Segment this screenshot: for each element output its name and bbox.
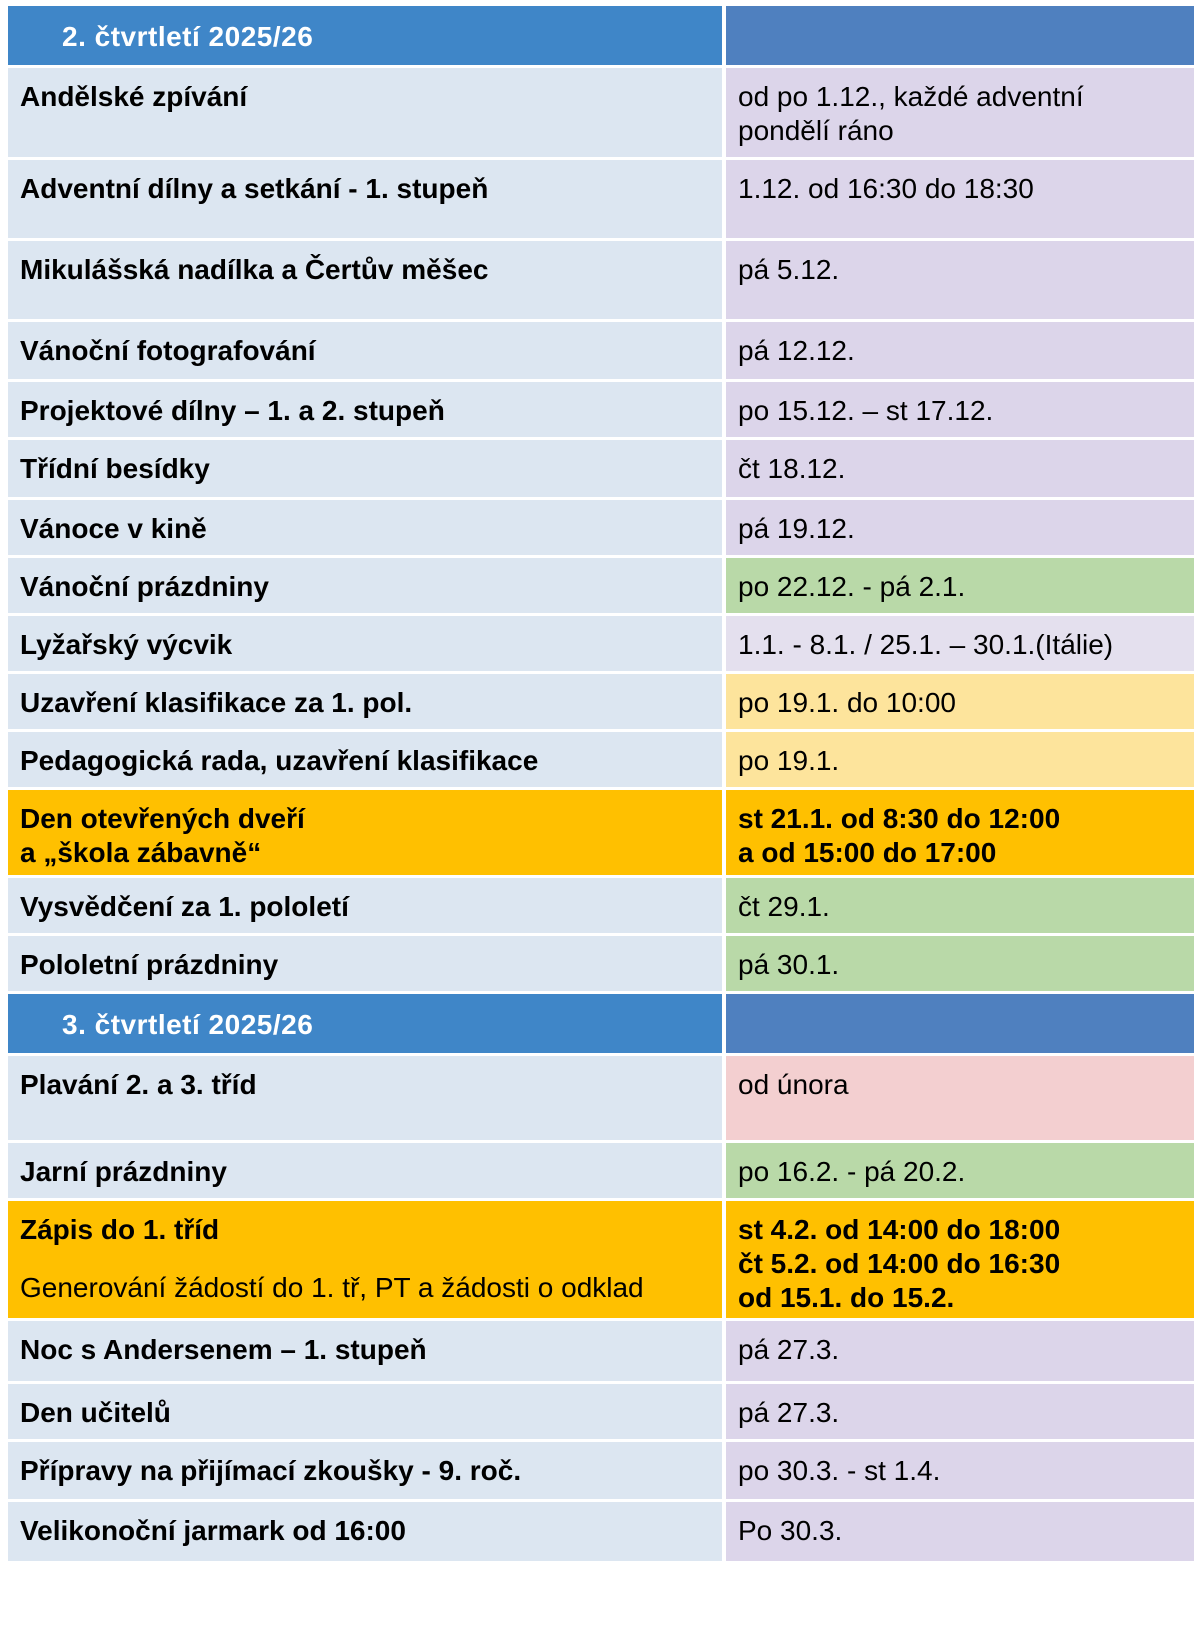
event-date-cell	[726, 1384, 1194, 1442]
event-name: Adventní dílny a setkání - 1. stupeň	[20, 173, 489, 204]
event-date: st 4.2. od 14:00 do 18:00	[738, 1214, 1061, 1245]
event-date: po 15.12. – st 17.12.	[738, 395, 994, 426]
event-date: pá 27.3.	[738, 1397, 840, 1428]
section-header-blank	[726, 994, 1194, 1056]
event-date: st 21.1. od 8:30 do 12:00	[738, 803, 1061, 834]
event-name-cell	[8, 500, 726, 558]
event-name: Zápis do 1. tříd	[20, 1214, 220, 1245]
event-name-cell	[8, 558, 726, 616]
event-date-cell	[726, 160, 1194, 241]
event-date-cell	[726, 1502, 1194, 1564]
event-date-cell	[726, 1143, 1194, 1201]
event-date-cell	[726, 558, 1194, 616]
event-date: pá 30.1.	[738, 949, 840, 980]
event-name: Jarní prázdniny	[20, 1156, 227, 1187]
event-name-cell	[8, 1502, 726, 1564]
event-date-cell	[726, 1442, 1194, 1502]
event-date: od 15.1. do 15.2.	[738, 1282, 955, 1313]
event-date: pá 12.12.	[738, 335, 855, 366]
event-name-cell	[8, 1321, 726, 1384]
section-header-label: 3. čtvrtletí 2025/26	[62, 1009, 314, 1040]
event-name: Vánoční prázdniny	[20, 571, 269, 602]
event-date: po 19.1.	[738, 745, 840, 776]
event-date-cell	[726, 878, 1194, 936]
event-date-cell	[726, 500, 1194, 558]
event-date: a od 15:00 do 17:00	[738, 837, 997, 868]
event-date: čt 18.12.	[738, 453, 846, 484]
event-name: Třídní besídky	[20, 453, 210, 484]
event-date-cell	[726, 936, 1194, 994]
event-name: Den otevřených dveří	[20, 803, 305, 834]
event-name-cell	[8, 616, 726, 674]
event-name-cell	[8, 674, 726, 732]
event-name-cell	[8, 1384, 726, 1442]
event-date: Po 30.3.	[738, 1515, 843, 1546]
event-name: Projektové dílny – 1. a 2. stupeň	[20, 395, 445, 426]
event-date: čt 5.2. od 14:00 do 16:30	[738, 1248, 1061, 1279]
event-name: Plavání 2. a 3. tříd	[20, 1069, 257, 1100]
event-name: Uzavření klasifikace za 1. pol.	[20, 687, 413, 718]
event-name-cell	[8, 790, 726, 878]
section-header-blank	[726, 6, 1194, 68]
event-name-cell	[8, 1056, 726, 1143]
event-name: Mikulášská nadílka a Čertův měšec	[20, 254, 489, 285]
event-date-cell	[726, 440, 1194, 500]
event-date-cell	[726, 1201, 1194, 1321]
event-name-cell	[8, 936, 726, 994]
event-date: 1.12. od 16:30 do 18:30	[738, 173, 1034, 204]
section-header-title	[8, 994, 726, 1056]
event-date: čt 29.1.	[738, 891, 830, 922]
event-name-cell	[8, 1143, 726, 1201]
event-name-cell	[8, 1442, 726, 1502]
event-name: Lyžařský výcvik	[20, 629, 233, 660]
event-date: od února	[738, 1069, 849, 1100]
section-header-title	[8, 6, 726, 68]
event-name: Přípravy na přijímací zkoušky - 9. roč.	[20, 1455, 522, 1486]
event-name-cell	[8, 241, 726, 322]
event-name-cell	[8, 322, 726, 382]
event-date-cell	[726, 1056, 1194, 1143]
event-name-cell	[8, 1201, 726, 1321]
event-name: Vánoční fotografování	[20, 335, 316, 366]
event-name: a „škola zábavně“	[20, 837, 262, 868]
event-date: pondělí ráno	[738, 115, 894, 146]
event-name: Pololetní prázdniny	[20, 949, 279, 980]
event-name-cell	[8, 878, 726, 936]
event-date: po 19.1. do 10:00	[738, 687, 956, 718]
event-name: Andělské zpívání	[20, 81, 248, 112]
event-date: 1.1. - 8.1. / 25.1. – 30.1.(Itálie)	[738, 629, 1114, 660]
event-date: pá 5.12.	[738, 254, 840, 285]
event-date-cell	[726, 732, 1194, 790]
event-name: Pedagogická rada, uzavření klasifikace	[20, 745, 539, 776]
event-name: Vysvědčení za 1. pololetí	[20, 891, 349, 922]
event-date-cell	[726, 1321, 1194, 1384]
event-date-cell	[726, 674, 1194, 732]
event-date-cell	[726, 790, 1194, 878]
event-date: po 30.3. - st 1.4.	[738, 1455, 941, 1486]
event-name: Velikonoční jarmark od 16:00	[20, 1515, 406, 1546]
event-date: pá 19.12.	[738, 513, 855, 544]
event-name-cell	[8, 732, 726, 790]
event-name-cell	[8, 440, 726, 500]
schedule-table	[8, 6, 1194, 1564]
event-name-cell	[8, 382, 726, 440]
event-date-cell	[726, 616, 1194, 674]
event-name: Den učitelů	[20, 1397, 171, 1428]
event-name: Vánoce v kině	[20, 513, 207, 544]
event-date: pá 27.3.	[738, 1334, 840, 1365]
event-date: od po 1.12., každé adventní	[738, 81, 1084, 112]
event-date: po 16.2. - pá 20.2.	[738, 1156, 966, 1187]
event-name: Noc s Andersenem – 1. stupeň	[20, 1334, 427, 1365]
section-header-label: 2. čtvrtletí 2025/26	[62, 21, 314, 52]
event-date-cell	[726, 241, 1194, 322]
event-name-cell	[8, 160, 726, 241]
event-date-cell	[726, 68, 1194, 160]
event-subtext: Generování žádostí do 1. tř, PT a žádosti o odklad	[20, 1272, 644, 1303]
event-date-cell	[726, 322, 1194, 382]
event-name-cell	[8, 68, 726, 160]
event-date-cell	[726, 382, 1194, 440]
event-date: po 22.12. - pá 2.1.	[738, 571, 966, 602]
